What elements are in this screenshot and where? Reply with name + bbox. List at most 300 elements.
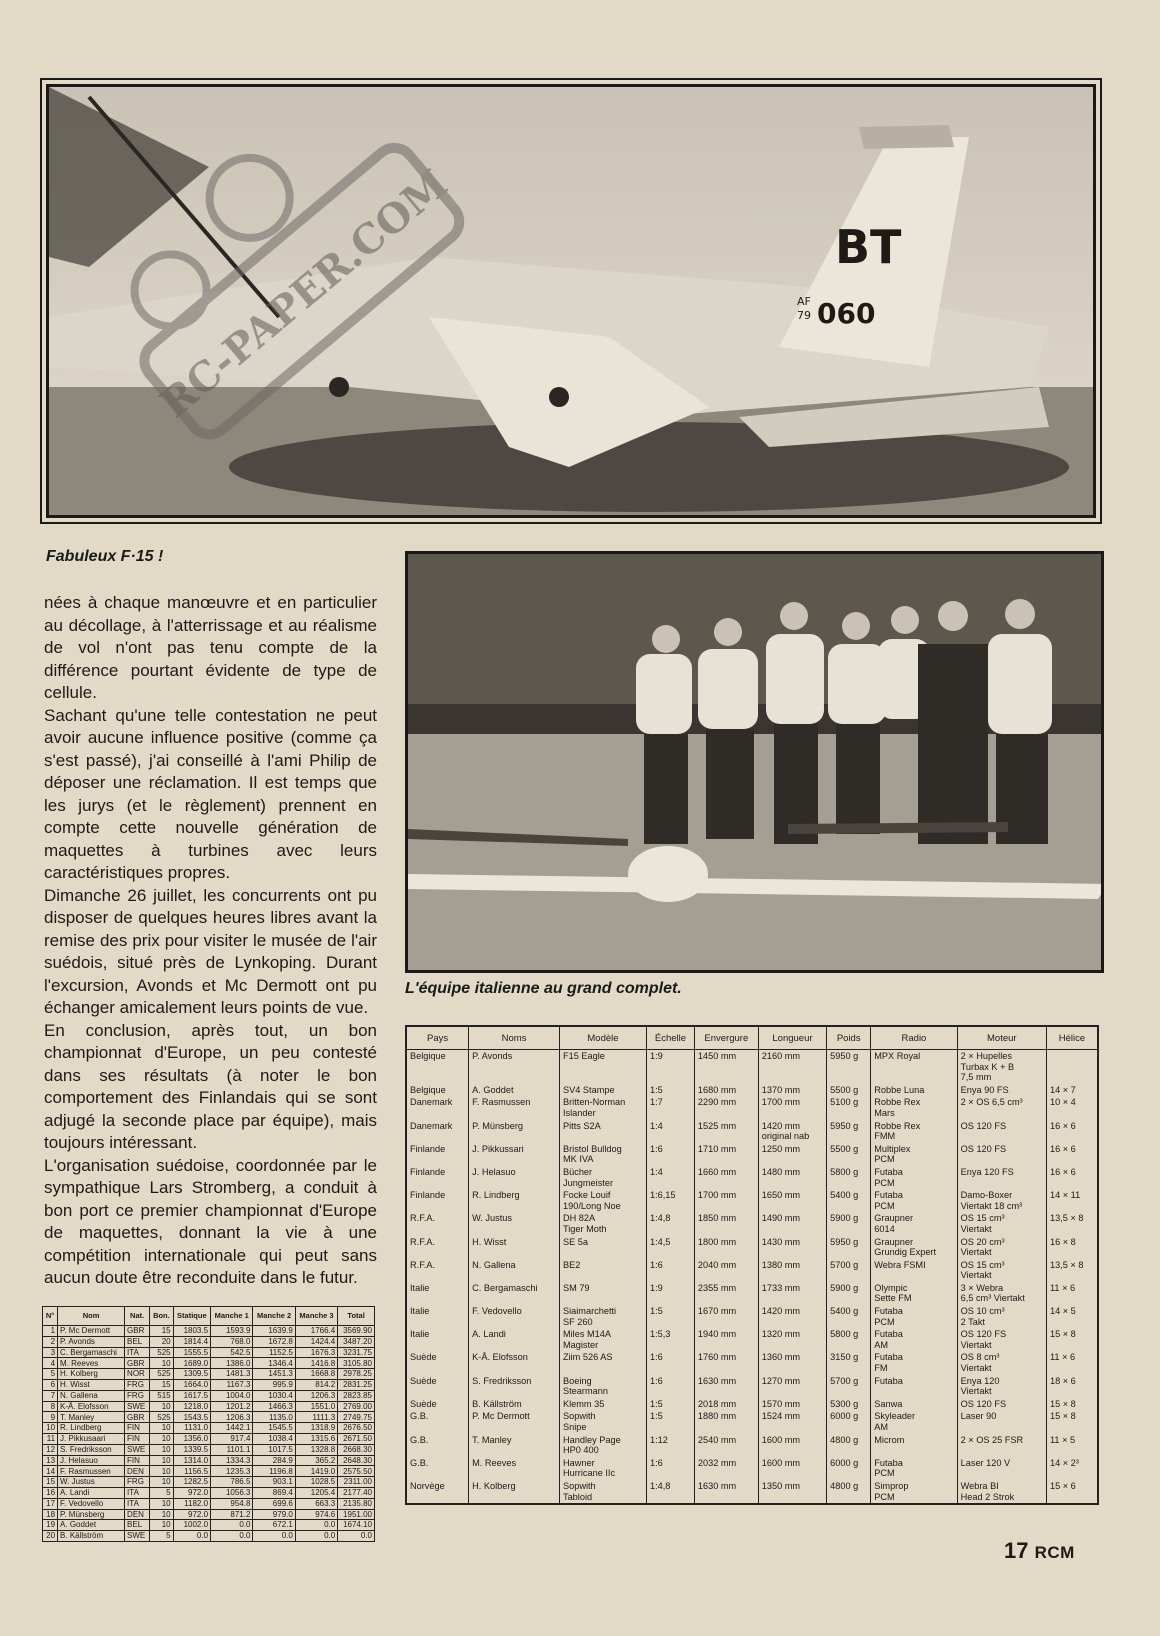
results-row bbox=[43, 1433, 375, 1444]
specs-cell: Skyleader AM bbox=[871, 1410, 957, 1433]
specs-cell: 5700 g bbox=[827, 1375, 871, 1398]
specs-cell: OS 8 cm³ Viertakt bbox=[957, 1351, 1046, 1374]
results-cell: 1282.5 bbox=[173, 1477, 210, 1488]
results-cell: 1315.6 bbox=[295, 1433, 337, 1444]
specs-cell: 1660 mm bbox=[694, 1166, 758, 1189]
results-cell: S. Fredriksson bbox=[58, 1444, 125, 1455]
specs-cell: 5300 g bbox=[827, 1398, 871, 1411]
specs-cell: Olympic Sette FM bbox=[871, 1282, 957, 1305]
results-cell: P. Münsberg bbox=[58, 1509, 125, 1520]
specs-row bbox=[406, 1212, 1098, 1235]
specs-col-header: Pays bbox=[406, 1026, 469, 1050]
specs-cell: 1850 mm bbox=[694, 1212, 758, 1235]
results-cell: 542.5 bbox=[211, 1347, 253, 1358]
paragraph: L'organisation suédoise, coordonnée par le sympathique Lars Stromberg, a conduit à bon port ce premier championnat d'Europe de maquettes, donnant la vie à une compétition internationale qui peut sans aucun doute être reconduite dans le futur. bbox=[44, 1155, 377, 1287]
results-cell: 1593.9 bbox=[211, 1326, 253, 1337]
results-cell: 2671.50 bbox=[338, 1433, 375, 1444]
specs-row bbox=[406, 1189, 1098, 1212]
results-cell: 1689.0 bbox=[173, 1358, 210, 1369]
specs-cell: 11 × 5 bbox=[1046, 1434, 1098, 1457]
specs-cell: 1525 mm bbox=[694, 1120, 758, 1143]
results-cell: FRG bbox=[125, 1477, 150, 1488]
specs-cell: 1420 mm original nab bbox=[758, 1120, 826, 1143]
specs-cell: Futaba AM bbox=[871, 1328, 957, 1351]
specs-cell: SV4 Stampe bbox=[559, 1084, 646, 1097]
specs-cell: OS 120 FS bbox=[957, 1120, 1046, 1143]
results-cell: 18 bbox=[43, 1509, 58, 1520]
specs-cell: 1:6,15 bbox=[646, 1189, 694, 1212]
star-insignia bbox=[549, 387, 569, 407]
specs-cell: 2160 mm bbox=[758, 1050, 826, 1084]
results-col-header: Manche 3 bbox=[295, 1307, 337, 1326]
specs-cell: Laser 90 bbox=[957, 1410, 1046, 1433]
results-cell: 9 bbox=[43, 1412, 58, 1423]
results-cell: 2831.25 bbox=[338, 1379, 375, 1390]
results-row bbox=[43, 1423, 375, 1434]
results-cell: 20 bbox=[150, 1336, 173, 1347]
specs-cell: 3 × Webra 6,5 cm³ Viertakt bbox=[957, 1282, 1046, 1305]
results-cell: 979.0 bbox=[253, 1509, 295, 1520]
specs-cell: 5100 g bbox=[827, 1096, 871, 1119]
results-cell: 1 bbox=[43, 1326, 58, 1337]
specs-cell: 2040 mm bbox=[694, 1259, 758, 1282]
results-cell: 3487.20 bbox=[338, 1336, 375, 1347]
results-cell: R. Lindberg bbox=[58, 1423, 125, 1434]
results-cell: H. Wisst bbox=[58, 1379, 125, 1390]
results-cell: 663.3 bbox=[295, 1498, 337, 1509]
specs-row bbox=[406, 1328, 1098, 1351]
results-cell: 1196.8 bbox=[253, 1466, 295, 1477]
specs-row bbox=[406, 1305, 1098, 1328]
specs-cell: 5800 g bbox=[827, 1328, 871, 1351]
specs-cell: 1670 mm bbox=[694, 1305, 758, 1328]
specs-cell: OS 10 cm³ 2 Takt bbox=[957, 1305, 1046, 1328]
results-col-header: N° bbox=[43, 1307, 58, 1326]
results-cell: 1814.4 bbox=[173, 1336, 210, 1347]
specs-cell: R. Lindberg bbox=[469, 1189, 560, 1212]
results-cell: ITA bbox=[125, 1498, 150, 1509]
results-cell: 2823.85 bbox=[338, 1390, 375, 1401]
results-cell: 11 bbox=[43, 1433, 58, 1444]
results-cell: 1543.5 bbox=[173, 1412, 210, 1423]
results-cell: 972.0 bbox=[173, 1509, 210, 1520]
results-cell: 0.0 bbox=[211, 1520, 253, 1531]
results-cell: 8 bbox=[43, 1401, 58, 1412]
results-cell: N. Gallena bbox=[58, 1390, 125, 1401]
specs-cell: Italie bbox=[406, 1282, 469, 1305]
results-cell: 5 bbox=[43, 1369, 58, 1380]
results-cell: 1551.0 bbox=[295, 1401, 337, 1412]
specs-cell: MPX Royal bbox=[871, 1050, 957, 1084]
results-cell: 1346.4 bbox=[253, 1358, 295, 1369]
results-cell: A. Goddet bbox=[58, 1520, 125, 1531]
results-cell: W. Justus bbox=[58, 1477, 125, 1488]
results-cell: K-Å. Elofsson bbox=[58, 1401, 125, 1412]
specs-cell: 1:6 bbox=[646, 1457, 694, 1480]
specs-cell: 2 × Hupelles Turbax K + B 7,5 mm bbox=[957, 1050, 1046, 1084]
results-row bbox=[43, 1477, 375, 1488]
watermark-text: RC-PAPER.COM bbox=[151, 160, 457, 428]
results-cell: F. Rasmussen bbox=[58, 1466, 125, 1477]
specs-cell: 1450 mm bbox=[694, 1050, 758, 1084]
results-table bbox=[42, 1306, 375, 1542]
results-cell: 1466.3 bbox=[253, 1401, 295, 1412]
specs-cell: Damo-Boxer Viertakt 18 cm³ bbox=[957, 1189, 1046, 1212]
results-cell: 1205.4 bbox=[295, 1487, 337, 1498]
results-cell: FRG bbox=[125, 1379, 150, 1390]
results-cell: 0.0 bbox=[338, 1531, 375, 1542]
specs-cell: S. Fredriksson bbox=[469, 1375, 560, 1398]
results-cell: 3105.80 bbox=[338, 1358, 375, 1369]
specs-cell: 5950 g bbox=[827, 1236, 871, 1259]
specs-row bbox=[406, 1434, 1098, 1457]
specs-cell: G.B. bbox=[406, 1434, 469, 1457]
specs-cell: Sopwith Snipe bbox=[559, 1410, 646, 1433]
results-cell: F. Vedovello bbox=[58, 1498, 125, 1509]
specs-cell: J. Pikkussari bbox=[469, 1143, 560, 1166]
specs-row bbox=[406, 1236, 1098, 1259]
specs-cell: Futaba PCM bbox=[871, 1305, 957, 1328]
team-photo bbox=[405, 551, 1104, 973]
specs-cell: 18 × 6 bbox=[1046, 1375, 1098, 1398]
specs-cell: Bücher Jungmeister bbox=[559, 1166, 646, 1189]
results-cell: 10 bbox=[150, 1466, 173, 1477]
results-cell: 1766.4 bbox=[295, 1326, 337, 1337]
results-cell: FIN bbox=[125, 1423, 150, 1434]
specs-row bbox=[406, 1480, 1098, 1504]
results-cell: 1386.0 bbox=[211, 1358, 253, 1369]
specs-cell: Finlande bbox=[406, 1166, 469, 1189]
results-cell: 3231.75 bbox=[338, 1347, 375, 1358]
results-cell: 10 bbox=[150, 1509, 173, 1520]
paragraph: Dimanche 26 juillet, les concurrents ont pu disposer de quelques heures libres avant la remise des prix pour visiter le musée de l'air suédois, situé près de Lynkoping. Durant l'excursion, Avonds et Mc Dermott ont pu échanger amicalement leurs points de vue. bbox=[44, 885, 377, 1017]
specs-cell: 5500 g bbox=[827, 1084, 871, 1097]
specs-cell: 1570 mm bbox=[758, 1398, 826, 1411]
caption-team: L'équipe italienne au grand complet. bbox=[405, 980, 682, 997]
specs-cell: 10 × 4 bbox=[1046, 1096, 1098, 1119]
results-cell: M. Reeves bbox=[58, 1358, 125, 1369]
results-cell: DEN bbox=[125, 1466, 150, 1477]
results-cell: 2749.75 bbox=[338, 1412, 375, 1423]
specs-cell: H. Wisst bbox=[469, 1236, 560, 1259]
results-cell: 0.0 bbox=[173, 1531, 210, 1542]
results-cell: 515 bbox=[150, 1390, 173, 1401]
specs-cell: 1:5 bbox=[646, 1398, 694, 1411]
specs-cell: M. Reeves bbox=[469, 1457, 560, 1480]
results-cell: 10 bbox=[150, 1477, 173, 1488]
specs-cell: A. Goddet bbox=[469, 1084, 560, 1097]
specs-cell: P. Mc Dermott bbox=[469, 1410, 560, 1433]
specs-cell: Hawner Hurricane IIc bbox=[559, 1457, 646, 1480]
specs-cell: 1650 mm bbox=[758, 1189, 826, 1212]
specs-cell: OS 15 cm³ Viertakt bbox=[957, 1212, 1046, 1235]
results-cell: 1111.3 bbox=[295, 1412, 337, 1423]
specs-row bbox=[406, 1259, 1098, 1282]
results-cell: 0.0 bbox=[211, 1531, 253, 1542]
results-cell: GBR bbox=[125, 1412, 150, 1423]
specs-cell: Simprop PCM bbox=[871, 1480, 957, 1504]
results-row bbox=[43, 1358, 375, 1369]
results-cell: J. Helasuo bbox=[58, 1455, 125, 1466]
specs-cell: Suède bbox=[406, 1351, 469, 1374]
specs-cell: 1:4 bbox=[646, 1120, 694, 1143]
results-cell: 1951.00 bbox=[338, 1509, 375, 1520]
specs-cell: 1:6 bbox=[646, 1259, 694, 1282]
specs-cell: Italie bbox=[406, 1328, 469, 1351]
specs-cell: Handley Page HP0 400 bbox=[559, 1434, 646, 1457]
results-row bbox=[43, 1412, 375, 1423]
results-cell: 14 bbox=[43, 1466, 58, 1477]
specs-cell: 11 × 6 bbox=[1046, 1282, 1098, 1305]
results-cell: 2575.50 bbox=[338, 1466, 375, 1477]
specs-row bbox=[406, 1398, 1098, 1411]
results-cell: 2769.00 bbox=[338, 1401, 375, 1412]
specs-cell: Robbe Rex FMM bbox=[871, 1120, 957, 1143]
results-cell: 10 bbox=[150, 1423, 173, 1434]
article-body bbox=[44, 592, 377, 1290]
specs-cell: OS 15 cm³ Viertakt bbox=[957, 1259, 1046, 1282]
specs-cell: SE 5a bbox=[559, 1236, 646, 1259]
specs-cell: 1630 mm bbox=[694, 1480, 758, 1504]
results-cell: 903.1 bbox=[253, 1477, 295, 1488]
specs-cell: A. Landi bbox=[469, 1328, 560, 1351]
results-row bbox=[43, 1401, 375, 1412]
rc-paper-watermark bbox=[95, 95, 515, 495]
specs-row bbox=[406, 1084, 1098, 1097]
specs-cell: 1320 mm bbox=[758, 1328, 826, 1351]
results-col-header: Nom bbox=[58, 1307, 125, 1326]
results-cell: 6 bbox=[43, 1379, 58, 1390]
specs-cell: 2032 mm bbox=[694, 1457, 758, 1480]
results-cell: 525 bbox=[150, 1347, 173, 1358]
specs-cell: 4800 g bbox=[827, 1480, 871, 1504]
results-cell: 1664.0 bbox=[173, 1379, 210, 1390]
serial-prefix-bottom: 79 bbox=[797, 309, 811, 322]
specs-cell: 5900 g bbox=[827, 1212, 871, 1235]
specs-cell: 14 × 2³ bbox=[1046, 1457, 1098, 1480]
results-cell: 1617.5 bbox=[173, 1390, 210, 1401]
results-cell: 5 bbox=[150, 1531, 173, 1542]
results-cell: 2 bbox=[43, 1336, 58, 1347]
results-cell: 17 bbox=[43, 1498, 58, 1509]
results-cell: 974.6 bbox=[295, 1509, 337, 1520]
results-cell: 1334.3 bbox=[211, 1455, 253, 1466]
paragraph: Sachant qu'une telle contestation ne peut avoir aucune influence positive (comme ça s'est passé), j'ai conseillé à l'ami Philip de déposer une réclamation. Il est temps que les jurys (et le règlement) prennent en compte cette nouvelle génération de maquettes à turbines avec leurs caractéristiques propres. bbox=[44, 705, 377, 882]
results-cell: 2668.30 bbox=[338, 1444, 375, 1455]
specs-col-header: Envergure bbox=[694, 1026, 758, 1050]
results-cell: 365.2 bbox=[295, 1455, 337, 1466]
results-cell: 19 bbox=[43, 1520, 58, 1531]
results-row bbox=[43, 1498, 375, 1509]
specs-cell: 16 × 6 bbox=[1046, 1166, 1098, 1189]
results-cell: 15 bbox=[150, 1379, 173, 1390]
results-cell: 1668.8 bbox=[295, 1369, 337, 1380]
results-row bbox=[43, 1336, 375, 1347]
specs-cell: 5700 g bbox=[827, 1259, 871, 1282]
specs-cell: P. Münsberg bbox=[469, 1120, 560, 1143]
results-cell: 699.6 bbox=[253, 1498, 295, 1509]
specs-col-header: Poids bbox=[827, 1026, 871, 1050]
specs-cell: W. Justus bbox=[469, 1212, 560, 1235]
specs-cell: P. Avonds bbox=[469, 1050, 560, 1084]
specs-cell: 6000 g bbox=[827, 1457, 871, 1480]
specs-row bbox=[406, 1375, 1098, 1398]
specs-cell: Sopwith Tabloid bbox=[559, 1480, 646, 1504]
results-cell: 10 bbox=[150, 1433, 173, 1444]
results-cell: 13 bbox=[43, 1455, 58, 1466]
specs-cell: 5500 g bbox=[827, 1143, 871, 1166]
specs-cell: 5800 g bbox=[827, 1166, 871, 1189]
specs-cell: OS 120 FS Viertakt bbox=[957, 1328, 1046, 1351]
results-cell: 786.5 bbox=[211, 1477, 253, 1488]
specs-cell: Futaba bbox=[871, 1375, 957, 1398]
results-cell: 2648.30 bbox=[338, 1455, 375, 1466]
specs-cell: Graupner 6014 bbox=[871, 1212, 957, 1235]
specs-cell: 1:5,3 bbox=[646, 1328, 694, 1351]
specs-cell: Suède bbox=[406, 1398, 469, 1411]
specs-cell: R.F.A. bbox=[406, 1236, 469, 1259]
results-cell: 871.2 bbox=[211, 1509, 253, 1520]
results-cell: J. Pikkusaari bbox=[58, 1433, 125, 1444]
results-cell: 12 bbox=[43, 1444, 58, 1455]
results-cell: 972.0 bbox=[173, 1487, 210, 1498]
results-cell: 995.9 bbox=[253, 1379, 295, 1390]
specs-cell: 1250 mm bbox=[758, 1143, 826, 1166]
specs-cell: Bristol Bulldog MK IVA bbox=[559, 1143, 646, 1166]
specs-cell: Graupner Grundig Expert bbox=[871, 1236, 957, 1259]
specs-cell: 15 × 6 bbox=[1046, 1480, 1098, 1504]
specs-cell: Robbe Rex Mars bbox=[871, 1096, 957, 1119]
results-cell: 1328.8 bbox=[295, 1444, 337, 1455]
results-row bbox=[43, 1444, 375, 1455]
specs-cell: Pitts S2A bbox=[559, 1120, 646, 1143]
specs-cell: Multiplex PCM bbox=[871, 1143, 957, 1166]
specs-cell: 1524 mm bbox=[758, 1410, 826, 1433]
specs-cell: 1:6 bbox=[646, 1351, 694, 1374]
results-cell: ITA bbox=[125, 1347, 150, 1358]
specs-col-header: Radio bbox=[871, 1026, 957, 1050]
specs-col-header: Échelle bbox=[646, 1026, 694, 1050]
results-cell: 525 bbox=[150, 1412, 173, 1423]
specs-cell: 5900 g bbox=[827, 1282, 871, 1305]
specs-cell: OS 120 FS bbox=[957, 1143, 1046, 1166]
results-cell: 1555.5 bbox=[173, 1347, 210, 1358]
results-cell: P. Avonds bbox=[58, 1336, 125, 1347]
specs-cell: 1600 mm bbox=[758, 1457, 826, 1480]
specs-cell: 1:12 bbox=[646, 1434, 694, 1457]
results-cell: 2311.00 bbox=[338, 1477, 375, 1488]
results-cell: SWE bbox=[125, 1444, 150, 1455]
results-cell: 1201.2 bbox=[211, 1401, 253, 1412]
results-cell: 16 bbox=[43, 1487, 58, 1498]
specs-cell: 1350 mm bbox=[758, 1480, 826, 1504]
specs-cell: Siaimarchetti SF 260 bbox=[559, 1305, 646, 1328]
caption-f15: Fabuleux F·15 ! bbox=[46, 548, 164, 565]
results-row bbox=[43, 1487, 375, 1498]
specs-cell: 16 × 6 bbox=[1046, 1143, 1098, 1166]
results-cell: 1206.3 bbox=[211, 1412, 253, 1423]
specs-cell: C. Bergamaschi bbox=[469, 1282, 560, 1305]
results-cell: 2177.40 bbox=[338, 1487, 375, 1498]
specs-cell: Danemark bbox=[406, 1096, 469, 1119]
specs-cell: BE2 bbox=[559, 1259, 646, 1282]
results-cell: FRG bbox=[125, 1390, 150, 1401]
results-cell: 1803.5 bbox=[173, 1326, 210, 1337]
results-cell: 3 bbox=[43, 1347, 58, 1358]
specs-cell: R.F.A. bbox=[406, 1259, 469, 1282]
results-cell: 1419.0 bbox=[295, 1466, 337, 1477]
specs-cell: 1:6 bbox=[646, 1375, 694, 1398]
specs-cell: 1270 mm bbox=[758, 1375, 826, 1398]
specs-cell: 1480 mm bbox=[758, 1166, 826, 1189]
specs-col-header: Noms bbox=[469, 1026, 560, 1050]
magazine-logo: RCM bbox=[1034, 1543, 1075, 1562]
specs-row bbox=[406, 1282, 1098, 1305]
results-cell: 1314.0 bbox=[173, 1455, 210, 1466]
specs-cell: K-Å. Elofsson bbox=[469, 1351, 560, 1374]
specs-cell: G.B. bbox=[406, 1410, 469, 1433]
results-cell: BEL bbox=[125, 1336, 150, 1347]
specs-cell: 1710 mm bbox=[694, 1143, 758, 1166]
specs-cell: 13,5 × 8 bbox=[1046, 1212, 1098, 1235]
results-cell: 3569.90 bbox=[338, 1326, 375, 1337]
results-cell: 20 bbox=[43, 1531, 58, 1542]
page-number: 17 bbox=[1004, 1538, 1029, 1563]
results-cell: 1416.8 bbox=[295, 1358, 337, 1369]
results-cell: 1056.3 bbox=[211, 1487, 253, 1498]
results-row bbox=[43, 1520, 375, 1531]
specs-cell: 1:5 bbox=[646, 1084, 694, 1097]
specs-cell: Webra FSMI bbox=[871, 1259, 957, 1282]
results-cell: 1318.9 bbox=[295, 1423, 337, 1434]
specs-cell: 1700 mm bbox=[758, 1096, 826, 1119]
specs-cell: 1:6 bbox=[646, 1143, 694, 1166]
results-cell: 917.4 bbox=[211, 1433, 253, 1444]
serial-prefix-top: AF bbox=[797, 295, 811, 308]
results-cell: 1135.0 bbox=[253, 1412, 295, 1423]
specs-cell: F. Rasmussen bbox=[469, 1096, 560, 1119]
specs-cell: 1:9 bbox=[646, 1282, 694, 1305]
specs-cell: 15 × 8 bbox=[1046, 1328, 1098, 1351]
results-cell: 1339.5 bbox=[173, 1444, 210, 1455]
specs-cell: 5950 g bbox=[827, 1120, 871, 1143]
specs-col-header: Moteur bbox=[957, 1026, 1046, 1050]
specs-cell: 14 × 11 bbox=[1046, 1189, 1098, 1212]
specs-cell: 6000 g bbox=[827, 1410, 871, 1433]
results-cell: 10 bbox=[43, 1423, 58, 1434]
specs-cell: 16 × 6 bbox=[1046, 1120, 1098, 1143]
results-cell: 1152.5 bbox=[253, 1347, 295, 1358]
specs-cell: F15 Eagle bbox=[559, 1050, 646, 1084]
specs-cell: 1760 mm bbox=[694, 1351, 758, 1374]
specs-cell: Enya 90 FS bbox=[957, 1084, 1046, 1097]
specs-cell: Danemark bbox=[406, 1120, 469, 1143]
specs-cell: 2540 mm bbox=[694, 1434, 758, 1457]
results-cell: H. Kolberg bbox=[58, 1369, 125, 1380]
specs-cell: Klemm 35 bbox=[559, 1398, 646, 1411]
results-cell: GBR bbox=[125, 1326, 150, 1337]
specs-col-header: Longueur bbox=[758, 1026, 826, 1050]
results-cell: 768.0 bbox=[211, 1336, 253, 1347]
specs-cell: 13,5 × 8 bbox=[1046, 1259, 1098, 1282]
specs-cell: Italie bbox=[406, 1305, 469, 1328]
results-cell: 5 bbox=[150, 1487, 173, 1498]
specs-cell: 1600 mm bbox=[758, 1434, 826, 1457]
specs-cell: 1733 mm bbox=[758, 1282, 826, 1305]
results-header-row bbox=[43, 1307, 375, 1326]
results-cell: 7 bbox=[43, 1390, 58, 1401]
results-cell: DEN bbox=[125, 1509, 150, 1520]
